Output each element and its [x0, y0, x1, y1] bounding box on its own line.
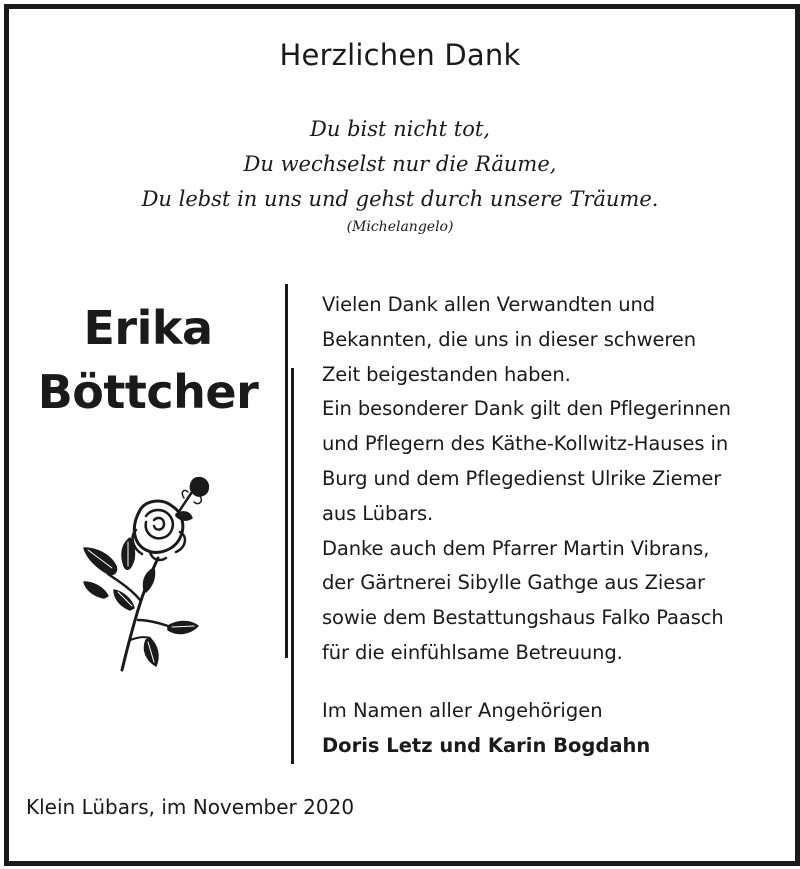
thank-you-message [322, 288, 792, 671]
deceased-first-name: Erika [83, 301, 213, 355]
signoff [322, 693, 792, 763]
message-line: Ein besonderer Dank gilt den Pflegerinnen [322, 397, 731, 421]
message-line: aus Lübars. [322, 501, 434, 525]
vertical-divider [285, 284, 288, 658]
vertical-divider [291, 368, 294, 764]
place-date: Klein Lübars, im November 2020 [26, 795, 355, 819]
message-line: sowie dem Bestattungshaus Falko Paasch [322, 606, 724, 630]
poem-attribution: (Michelangelo) [346, 219, 454, 235]
poem-line: Du bist nicht tot, [310, 117, 490, 141]
poem-line: Du lebst in uns und gehst durch unsere Träume. [141, 187, 659, 211]
message-line: Bekannten, die uns in dieser schweren [322, 327, 697, 351]
poem-line: Du wechselst nur die Räume, [243, 152, 557, 176]
notice-heading: Herzlichen Dank [279, 38, 521, 72]
message-line: für die einfühlsame Betreuung. [322, 640, 623, 664]
message-line: Burg und dem Pflegedienst Ulrike Ziemer [322, 466, 722, 490]
rose-icon [80, 470, 220, 675]
signoff-intro: Im Namen aller Angehörigen [322, 699, 603, 722]
deceased-last-name: Böttcher [37, 365, 259, 419]
message-line: und Pflegern des Käthe-Kollwitz-Hauses in [322, 432, 729, 456]
poem-quote [0, 112, 800, 217]
message-line: Zeit beigestanden haben. [322, 362, 571, 386]
deceased-name [20, 296, 276, 424]
signoff-names: Doris Letz und Karin Bogdahn [322, 734, 651, 757]
message-line: der Gärtnerei Sibylle Gathge aus Ziesar [322, 571, 705, 595]
message-line: Danke auch dem Pfarrer Martin Vibrans, [322, 536, 710, 560]
message-line: Vielen Dank allen Verwandten und [322, 293, 656, 316]
